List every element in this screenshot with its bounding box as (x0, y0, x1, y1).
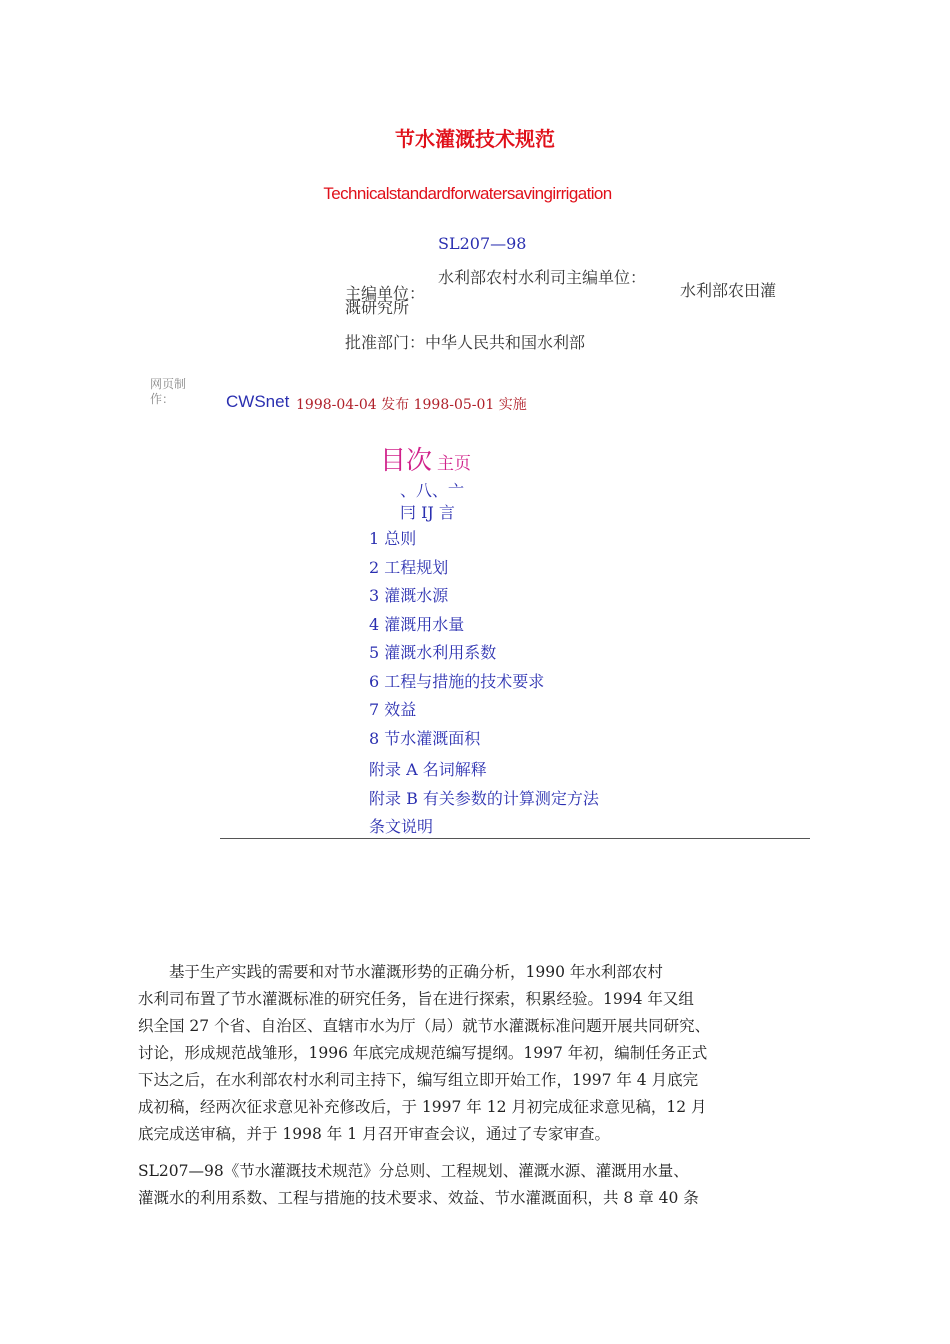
toc-item-water-source[interactable]: 3 灌溉水源 (369, 586, 449, 605)
chief-editor-label: 主编单位： (345, 284, 426, 303)
toc-item-benefits[interactable]: 7 效益 (369, 700, 417, 719)
toc-item-utilization-coefficient[interactable]: 5 灌溉水利用系数 (369, 643, 497, 662)
paragraph-line: 织全国 27 个省、自治区、直辖市水为厅（局）就节水灌溉标准问题开展共同研究、 (138, 1017, 711, 1035)
toc-item-general[interactable]: 1 总则 (369, 529, 417, 548)
paragraph-line: 灌溉水的利用系数、工程与措施的技术要求、效益、节水灌溉面积，共 8 章 40 条 (138, 1189, 699, 1207)
paragraph-line: 成初稿，经两次征求意见补充修改后，于 1997 年 12 月初完成征求意见稿，12 月 (138, 1098, 707, 1116)
cwsnet-link[interactable]: CWSnet (226, 392, 290, 411)
toc-divider (220, 838, 810, 839)
standard-code: SL207—98 (438, 234, 527, 253)
paragraph-line: 底完成送审稿，并于 1998 年 1 月召开审查会议，通过了专家审查。 (138, 1125, 611, 1143)
foreword-paragraph (138, 959, 828, 1148)
web-production-label: 网页制作： (150, 377, 187, 406)
home-link[interactable]: 主页 (437, 454, 471, 474)
chief-editor-unit: 水利部农村水利司主编单位： (438, 268, 647, 287)
toc-item-water-use[interactable]: 4 灌溉用水量 (369, 615, 465, 634)
co-editor-unit: 水利部农田灌 (680, 281, 777, 300)
paragraph-line: 下达之后，在水利部农村水利司主持下，编写组立即开始工作，1997 年 4 月底完 (138, 1071, 699, 1089)
summary-paragraph (138, 1158, 828, 1212)
toc-foreword-fragment[interactable]: 、八、亠 (400, 481, 465, 500)
toc-item-appendix-b[interactable]: 附录 B 有关参数的计算测定方法 (369, 789, 599, 808)
document-title: 节水灌溉技术规范 (395, 127, 555, 151)
toc-item-planning[interactable]: 2 工程规划 (369, 558, 449, 577)
publish-dates: 1998-04-04 发布 1998-05-01 实施 (296, 397, 527, 413)
approving-department: 批准部门：中华人民共和国水利部 (345, 333, 586, 352)
paragraph-line: SL207—98《节水灌溉技术规范》分总则、工程规划、灌溉水源、灌溉用水量、 (138, 1162, 689, 1180)
document-title-english: Technicalstandardforwatersavingirrigation (323, 184, 612, 203)
co-editor-unit-continued: 溉研究所 (345, 298, 410, 317)
toc-foreword-link[interactable]: 冃 IJ 言 (400, 503, 455, 522)
toc-title: 目次 (380, 446, 433, 476)
paragraph-line: 讨论，形成规范战雏形，1996 年底完成规范编写提纲。1997 年初，编制任务正式 (138, 1044, 708, 1062)
paragraph-line: 基于生产实践的需要和对节水灌溉形势的正确分析，1990 年水利部农村 (138, 963, 663, 981)
toc-item-technical-requirements[interactable]: 6 工程与措施的技术要求 (369, 672, 545, 691)
paragraph-line: 水利司布置了节水灌溉标准的研究任务，旨在进行探索，积累经验。1994 年又组 (138, 990, 694, 1008)
toc-item-clause-notes[interactable]: 条文说明 (369, 817, 434, 836)
toc-item-appendix-a[interactable]: 附录 A 名词解释 (369, 760, 487, 779)
toc-item-irrigation-area[interactable]: 8 节水灌溉面积 (369, 729, 481, 748)
